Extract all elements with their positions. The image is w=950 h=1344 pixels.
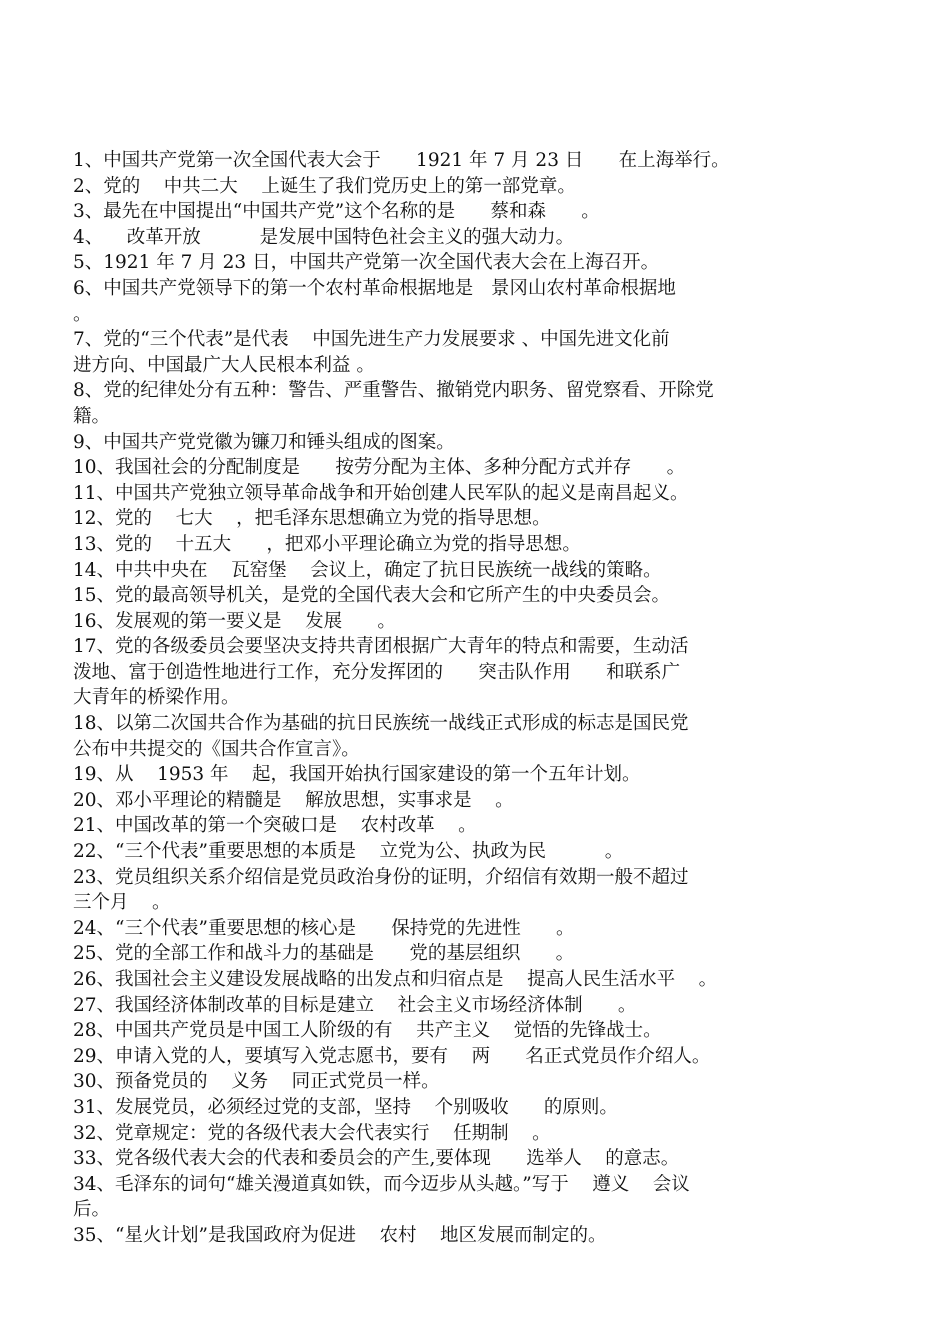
text-line-32: 25、党的全部工作和战斗力的基础是 党的基层组织 。 [73,943,575,965]
text-line-8: 7、党的“三个代表”是代表 中国先进生产力发展要求 、中国先进文化前 [73,329,670,351]
text-line-26: 20、邓小平理论的精髓是 解放思想，实事求是 。 [73,789,514,811]
text-line-43: 35、“星火计划”是我国政府为促进 农村 地区发展而制定的。 [73,1224,607,1246]
text-line-41: 34、毛泽东的词句“雄关漫道真如铁，而今迈步从头越。”写于 遵义 会议 [73,1173,690,1195]
text-line-12: 9、中国共产党党徽为镰刀和锤头组成的图案。 [73,431,455,453]
text-line-29: 23、党员组织关系介绍信是党员政治身份的证明，介绍信有效期一般不超过 [73,866,689,888]
text-line-18: 15、党的最高领导机关，是党的全国代表大会和它所产生的中央委员会。 [73,585,671,607]
text-line-40: 33、党各级代表大会的代表和委员会的产生,要体现 选举人 的意志。 [73,1148,680,1170]
text-line-39: 32、党章规定：党的各级代表大会代表实行 任期制 。 [73,1122,551,1144]
text-line-34: 27、我国经济体制改革的目标是建立 社会主义市场经济体制 。 [73,994,637,1016]
text-line-16: 13、党的 十五大 ，把邓小平理论确立为党的指导思想。 [73,533,581,555]
text-line-38: 31、发展党员，必须经过党的支部，坚持 个别吸收 的原则。 [73,1096,618,1118]
document-body [73,148,833,1249]
text-line-19: 16、发展观的第一要义是 发展 。 [73,610,396,632]
text-line-28: 22、“三个代表”重要思想的本质是 立党为公、执政为民 。 [73,841,624,863]
text-line-15: 12、党的 七大 ，把毛泽东思想确立为党的指导思想。 [73,508,551,530]
text-line-4: 4、 改革开放 是发展中国特色社会主义的强大动力。 [73,226,575,248]
text-line-37: 30、预备党员的 义务 同正式党员一样。 [73,1071,440,1093]
text-line-42: 后。 [73,1199,111,1221]
text-line-22: 大青年的桥梁作用。 [73,687,240,709]
text-line-5: 5、1921 年 7 月 23 日，中国共产党第一次全国代表大会在上海召开。 [73,252,660,274]
text-line-30: 三个月 。 [73,892,171,914]
text-line-36: 29、申请入党的人，要填写入党志愿书，要有 两 名正式党员作介绍人。 [73,1045,711,1067]
text-line-27: 21、中国改革的第一个突破口是 农村改革 。 [73,815,477,837]
text-line-14: 11、中国共产党独立领导革命战争和开始创建人民军队的起义是南昌起义。 [73,482,689,504]
text-line-6: 6、中国共产党领导下的第一个农村革命根据地是 景冈山农村革命根据地 [73,277,676,299]
text-line-21: 泼地、富于创造性地进行工作，充分发挥团的 突击队作用 和联系广 [73,661,681,683]
text-line-25: 19、从 1953 年 起，我国开始执行国家建设的第一个五年计划。 [73,764,641,786]
text-line-17: 14、中共中央在 瓦窑堡 会议上，确定了抗日民族统一战线的策略。 [73,559,662,581]
text-line-31: 24、“三个代表”重要思想的核心是 保持党的先进性 。 [73,917,575,939]
text-line-13: 10、我国社会的分配制度是 按劳分配为主体、多种分配方式并存 。 [73,457,686,479]
text-line-10: 8、党的纪律处分有五种：警告、严重警告、撤销党内职务、留党察看、开除党 [73,380,714,402]
text-line-35: 28、中国共产党员是中国工人阶级的有 共产主义 觉悟的先锋战士。 [73,1020,662,1042]
text-line-1: 1、中国共产党第一次全国代表大会于 1921 年 7 月 23 日 在上海举行。 [73,150,730,171]
text-line-7: 。 [73,303,92,325]
text-line-2: 2、党的 中共二大 上诞生了我们党历史上的第一部党章。 [73,175,576,197]
text-line-24: 公布中共提交的《国共合作宣言》。 [73,738,360,760]
text-line-23: 18、以第二次国共合作为基础的抗日民族统一战线正式形成的标志是国民党 [73,713,689,735]
text-line-9: 进方向、中国最广大人民根本利益 。 [73,354,375,376]
text-line-20: 17、党的各级委员会要坚决支持共青团根据广大青年的特点和需要，生动活 [73,636,689,658]
text-line-33: 26、我国社会主义建设发展战略的出发点和归宿点是 提高人民生活水平 。 [73,969,718,990]
text-line-11: 籍。 [73,405,111,427]
text-line-3: 3、最先在中国提出“中国共产党”这个名称的是 蔡和森 。 [73,201,600,223]
